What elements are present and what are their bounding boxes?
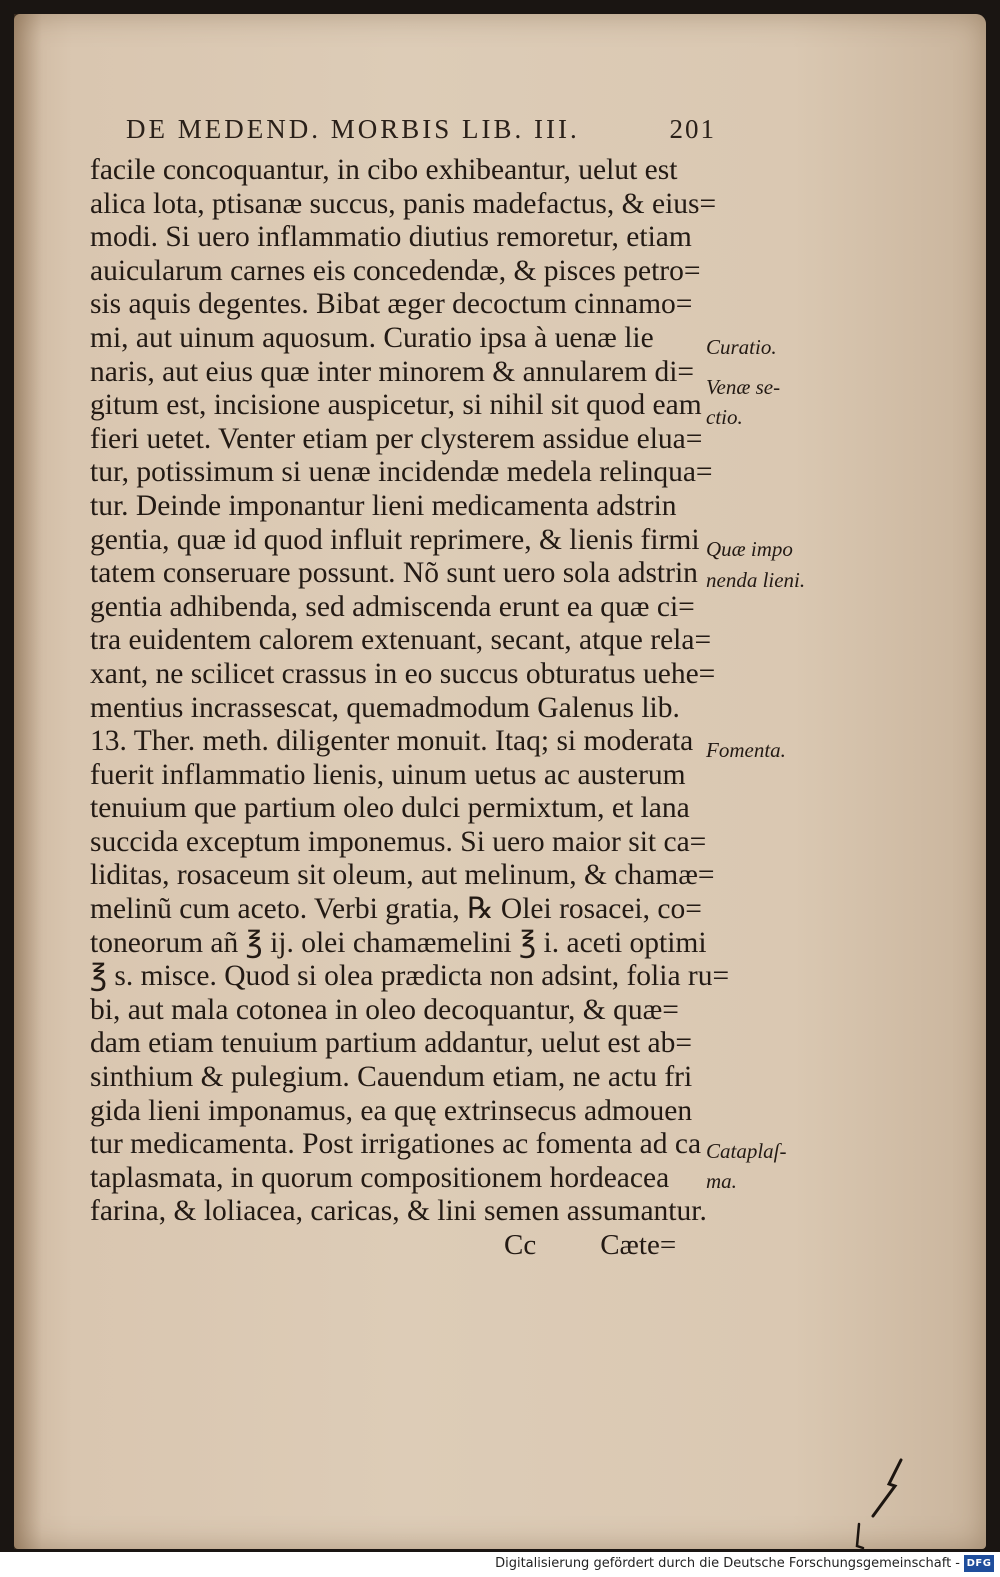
text-line: farina, & loliacea, caricas, & lini semen assumantur.	[90, 1195, 707, 1228]
text-line: 13. Ther. meth. diligenter monuit. Itaq; si moderata	[90, 725, 694, 758]
text-line: fieri uetet. Venter etiam per clysterem assidue elua=	[90, 422, 703, 455]
gutter-shadow	[14, 14, 42, 1549]
text-line: gida lieni imponamus, ea quę extrinsecus admouen	[90, 1094, 693, 1127]
text-line: taplasmata, in quorum compositionem hordeacea	[90, 1161, 670, 1194]
text-line: mentius incrassescat, quemadmodum Galenus lib.	[90, 691, 680, 724]
margin-note-venae-sectio-1: Venæ se-	[706, 375, 781, 399]
running-head	[126, 114, 716, 145]
margin-note-curatio: Curatio.	[706, 335, 777, 359]
text-line: alica lota, ptisanæ succus, panis madefactus, & eius=	[90, 187, 717, 220]
text-line: ℥ s. misce. Quod si olea prædicta non adsint, folia ru=	[90, 960, 730, 993]
text-line: liditas, rosaceum sit oleum, aut melinum, & chamæ=	[90, 859, 715, 892]
text-line: tur, potissimum si uenæ incidendæ medela relinqua=	[90, 456, 713, 489]
pen-mark-icon	[849, 1454, 909, 1554]
margin-note-quae-imponenda-1: Quæ impo	[706, 537, 793, 561]
text-line: succida exceptum imponemus. Si uero maior sit ca=	[90, 825, 707, 858]
text-line: facile concoquantur, in cibo exhibeantur, uelut est	[90, 154, 678, 186]
text-line: auicularum carnes eis concedendæ, & pisces petro=	[90, 254, 701, 287]
text-line: xant, ne scilicet crassus in eo succus obturatus uehe=	[90, 657, 716, 690]
text-line: gentia, quæ id quod influit reprimere, & lienis firmi	[90, 523, 700, 556]
footer-credit: Digitalisierung gefördert durch die Deutsche Forschungsgemeinschaft -	[495, 1556, 960, 1571]
text-line: fuerit inflammatio lienis, uinum uetus ac austerum	[90, 758, 686, 791]
margin-note-fomenta: Fomenta.	[706, 738, 786, 762]
running-head-title: DE MEDEND. MORBIS LIB. III.	[126, 114, 580, 144]
text-line: tenuium que partium oleo dulci permixtum, et lana	[90, 792, 690, 825]
text-line: dam etiam tenuium partium addantur, uelut est ab=	[90, 1027, 693, 1060]
catchword: Cæte=	[600, 1229, 677, 1261]
page-number: 201	[669, 114, 716, 144]
signature-mark: Cc	[504, 1229, 537, 1261]
text-line: tur medicamenta. Post irrigationes ac fomenta ad ca	[90, 1128, 702, 1161]
text-line: sinthium & pulegium. Cauendum etiam, ne actu fri	[90, 1061, 693, 1094]
text-line: naris, aut eius quæ inter minorem & annularem di=	[90, 355, 695, 388]
text-line: sis aquis degentes. Bibat æger decoctum cinnamo=	[90, 288, 693, 321]
text-line: tra euidentem calorem extenuant, secant, atque rela=	[90, 624, 712, 657]
text-line: bi, aut mala cotonea in oleo decoquantur, & quæ=	[90, 993, 679, 1026]
text-line: modi. Si uero inflammatio diutius remoretur, etiam	[90, 221, 692, 254]
margin-note-venae-sectio-2: ctio.	[706, 405, 743, 429]
dfg-logo: DFG	[964, 1555, 994, 1572]
text-line: toneorum añ ℥ ij. olei chamæmelini ℥ i. aceti optimi	[90, 926, 707, 959]
text-line: melinũ cum aceto. Verbi gratia, ℞ Olei rosacei, co=	[90, 893, 702, 926]
catch-line	[90, 1229, 710, 1263]
text-line: tatem conseruare possunt. Nõ sunt uero sola adstrin	[90, 557, 698, 590]
text-line: gentia adhibenda, sed admiscenda erunt ea quæ ci=	[90, 590, 695, 623]
text-line: tur. Deinde imponantur lieni medicamenta adstrin	[90, 489, 677, 522]
margin-note-cataplasma-2: ma.	[706, 1169, 737, 1193]
text-line: gitum est, incisione auspicetur, si nihil sit quod eam	[90, 389, 702, 422]
text-line: mi, aut uinum aquosum. Curatio ipsa à uenæ lie	[90, 321, 654, 354]
margin-note-quae-imponenda-2: nenda lieni.	[706, 568, 806, 592]
book-page	[14, 14, 986, 1549]
margin-note-cataplasma-1: Cataplaſ-	[706, 1139, 787, 1163]
footer-bar	[0, 1552, 1000, 1577]
